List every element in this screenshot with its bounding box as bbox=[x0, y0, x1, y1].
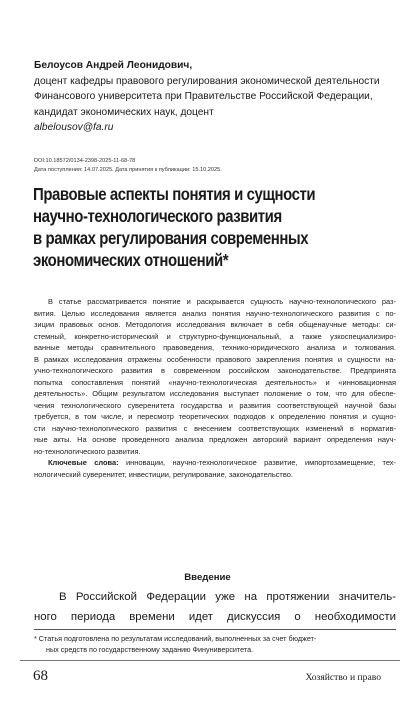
footnote-line: * Статья подготовлена по результатам исследований, выполненных за счет бюджет- bbox=[34, 634, 317, 643]
author-block bbox=[34, 58, 394, 136]
dates-line: Дата поступления: 14.07.2025. Дата принятия к публикации: 15.10.2025. bbox=[34, 166, 222, 173]
abstract-line: требуется, в том числе, и пересмотр теоретических подходов к определению понятия и сущно- bbox=[34, 412, 396, 421]
section-heading: Введение bbox=[184, 572, 231, 583]
doi-line: DOI:10.18572/0134-2398-2025-11-68-78 bbox=[34, 158, 136, 164]
title-line: научно-технологического развития bbox=[33, 206, 282, 226]
footer-rule bbox=[20, 660, 400, 661]
title-line: экономических отношений* bbox=[33, 250, 229, 270]
abstract-line: учно-технологического развития в современном российском законодательстве. Предпринята bbox=[34, 366, 396, 375]
author-position: доцент кафедры правового регулирования экономической деятельности bbox=[34, 75, 380, 87]
body-text bbox=[34, 588, 396, 627]
article-title bbox=[33, 183, 343, 271]
abstract-line: но-технологического развития. bbox=[34, 446, 141, 456]
abstract-line: зиции правовых основ. Методология исследования включает в себя общенаучные методы: си- bbox=[34, 320, 396, 329]
author-affiliation: Финансового университета при Правительстве Российской Федерации, bbox=[34, 91, 373, 103]
title-line: Правовые аспекты понятия и сущности bbox=[33, 184, 316, 204]
author-name: Белоусов Андрей Леонидович, bbox=[34, 60, 193, 71]
keywords-line-2: нологический суверенитет, инвестиции, регулирование, законодательство. bbox=[34, 469, 293, 479]
body-line: В Российской Федерации уже на протяжении значитель- bbox=[59, 591, 396, 603]
keywords-line bbox=[34, 457, 396, 469]
abstract-line: В рамках исследования отражены особенности правового закрепления понятия и сущности на- bbox=[34, 354, 396, 364]
abstract-line: стемный, конкретно-исторический и структурно-функциональный, а также узкоспециализиро- bbox=[34, 331, 396, 341]
abstract-line: вития. Целью исследования является анализ понятия научно-технологического развития с по- bbox=[34, 308, 396, 318]
keywords-text: инновации, научно-технологическое развитие, импортозамещение, тех- bbox=[125, 458, 396, 467]
abstract-line: попытка сопоставления понятий «научно-технологическая деятельность» и «инновационная bbox=[34, 377, 396, 387]
page-number: 68 bbox=[33, 668, 48, 684]
abstract-line: чения технологического суверенитета государства и развития соответствующей научной базы bbox=[34, 400, 396, 410]
abstract-line: ванные методы сравнительного правоведения, технико-юридического анализа и толкования. bbox=[34, 343, 396, 352]
abstract-line: деятельность». Общим результатом исследования выступает положение о том, что для обеспе- bbox=[34, 389, 396, 398]
title-line: в рамках регулирования современных bbox=[33, 228, 309, 248]
journal-name: Хозяйство и право bbox=[305, 672, 381, 683]
footnote-line: ных средств по государственному заданию Финуниверситета. bbox=[46, 644, 254, 654]
abstract-line: сти научно-технологического развития с внесением соответствующих изменений в норматив- bbox=[34, 423, 396, 433]
abstract-line: ные акты. На основе проведенного анализа предложен авторский вариант определения науч- bbox=[34, 435, 396, 444]
article-meta bbox=[34, 157, 222, 174]
abstract-line: В статье рассматривается понятие и раскрывается сущность научно-технологического раз- bbox=[48, 297, 396, 306]
abstract bbox=[34, 296, 396, 480]
body-line: ного периода времени идет дискуссия о необходимости bbox=[34, 610, 396, 623]
keywords-label: Ключевые слова: bbox=[48, 458, 119, 467]
footnote-divider bbox=[34, 629, 396, 630]
author-degree: кандидат экономических наук, доцент bbox=[34, 106, 214, 118]
author-email[interactable]: albelousov@fa.ru bbox=[34, 122, 114, 134]
footnote bbox=[34, 634, 396, 655]
